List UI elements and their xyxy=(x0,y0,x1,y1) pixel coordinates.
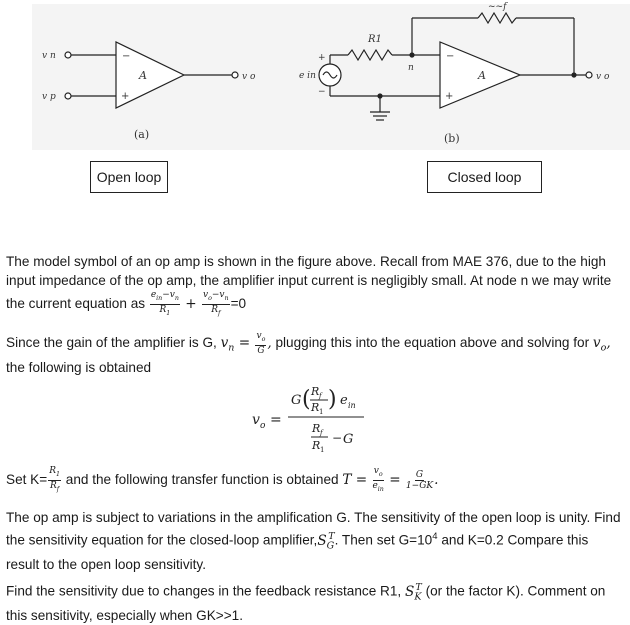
plus-sign-b: + xyxy=(445,91,454,102)
svg-text:f: f xyxy=(320,429,323,437)
node-n-label: n xyxy=(408,63,414,73)
gain-label-a: A xyxy=(139,69,147,82)
paragraph-model-symbol-text: The model symbol of an op amp is shown in the figure above. Recall from MAE 376, due to the high input impedance of the op amp, the amplifier input current is negligibly small. At node n we may write the current equation as xyxy=(6,254,612,311)
vn-label: v n xyxy=(42,51,56,61)
closed-loop-box: Closed loop xyxy=(427,161,542,193)
svg-text:−: − xyxy=(332,431,343,445)
ein-label: e in xyxy=(299,71,316,81)
svg-text:f: f xyxy=(319,392,322,400)
vo-label-a: v o xyxy=(242,72,256,82)
current-equation-tail: =0 xyxy=(230,295,247,311)
svg-text:e: e xyxy=(340,393,348,408)
svg-text:v: v xyxy=(252,412,260,428)
paragraph-gain-text-b: plugging this into the equation above and solving for xyxy=(275,334,590,350)
svg-text:G: G xyxy=(343,432,354,447)
svg-text:): ) xyxy=(328,387,337,412)
rf-label: ~~f xyxy=(488,2,507,12)
paragraph-sensitivity-k-text-b: (or the factor K). Comment on this sensitivity, especially when GK>>1. xyxy=(6,583,606,624)
vo-equation xyxy=(250,382,400,454)
paragraph-gain-text-a: Since the gain of the amplifier is G, xyxy=(6,334,217,350)
paragraph-sensitivity-k-text-a: Find the sensitivity due to changes in the feedback resistance R1, xyxy=(6,583,402,599)
paragraph-gain: Since the gain of the amplifier is G, $v_n$ = $\frac{v_o}{G}$ , plugging this into the equation above and solving for $v_o$, the following is obtained xyxy=(6,331,611,375)
svg-text:R: R xyxy=(311,401,320,414)
vp-label: v p xyxy=(42,92,56,102)
vo-label-b: v o xyxy=(596,72,610,82)
caption-a: (a) xyxy=(134,128,150,141)
minus-sign-a: − xyxy=(122,51,131,62)
paragraph-transfer-function: Set K= $\frac{R_1}{R_f}$ and the following transfer function is obtained T = $\frac{v_o}{e_{in}}$ = $\frac{G}{1-GK}$ . xyxy=(6,466,439,493)
open-loop-opamp-diagram xyxy=(65,42,238,108)
svg-text:R: R xyxy=(311,385,320,398)
plus-sign-a: + xyxy=(121,91,130,102)
svg-text:(: ( xyxy=(302,387,311,412)
exponent-four: 4 xyxy=(432,531,438,542)
svg-text:in: in xyxy=(348,401,356,410)
paragraph-gain-text-c: the following is obtained xyxy=(6,359,152,375)
current-equation: $\frac{e_{in}-v_n}{R_1}$ + $\frac{v_o-v_n}{R_f}$ xyxy=(150,290,229,317)
svg-text:G: G xyxy=(291,393,302,408)
open-loop-box: Open loop xyxy=(90,161,168,193)
paragraph-sensitivity-g-text-b: . Then set G=10 xyxy=(334,532,433,548)
paragraph-sensitivity-g: The op amp is subject to variations in the amplification G. The sensitivity of the open loop is unity. Find the sensitivity equation for the closed-loop $amplifier,S_G^T$. Then set $G=10^4$ and K=0.2 Compare this result to the open loop sensitivity. xyxy=(6,510,621,573)
paragraph-sensitivity-k: Find the sensitivity due to changes in the feedback resistance R1, $S_K^T$ (or the factor K). Comment on this sensitivity, especially when GK>>1. xyxy=(6,582,606,624)
closed-loop-opamp-diagram xyxy=(319,13,592,120)
gain-label-b: A xyxy=(478,69,486,82)
caption-b: (b) xyxy=(444,132,460,145)
svg-text:1: 1 xyxy=(320,446,325,454)
minus-sign-source: − xyxy=(318,87,326,97)
op-amp-figure xyxy=(0,0,630,152)
plus-sign-source: + xyxy=(318,53,326,63)
svg-text:R: R xyxy=(312,439,321,452)
svg-text:o: o xyxy=(260,421,266,431)
paragraph-model-symbol xyxy=(6,252,624,319)
paragraph-sensitivity-g-text-c: and K=0.2 Compare this result to the open loop sensitivity. xyxy=(6,532,589,573)
paragraph-transfer-text-b: and the following transfer function is obtained xyxy=(65,471,339,487)
r1-label: R1 xyxy=(368,34,382,45)
svg-text:1: 1 xyxy=(319,408,324,416)
paragraph-sensitivity-g-text-a: The op amp is subject to variations in the amplification G. The sensitivity of the open loop is unity. Find the sensitivity equation for the closed-loop amplifier, xyxy=(6,510,621,548)
svg-text:R: R xyxy=(312,422,321,435)
minus-sign-b: − xyxy=(446,51,455,62)
paragraph-transfer-text-a: Set K= xyxy=(6,471,48,487)
svg-text:=: = xyxy=(270,412,282,428)
